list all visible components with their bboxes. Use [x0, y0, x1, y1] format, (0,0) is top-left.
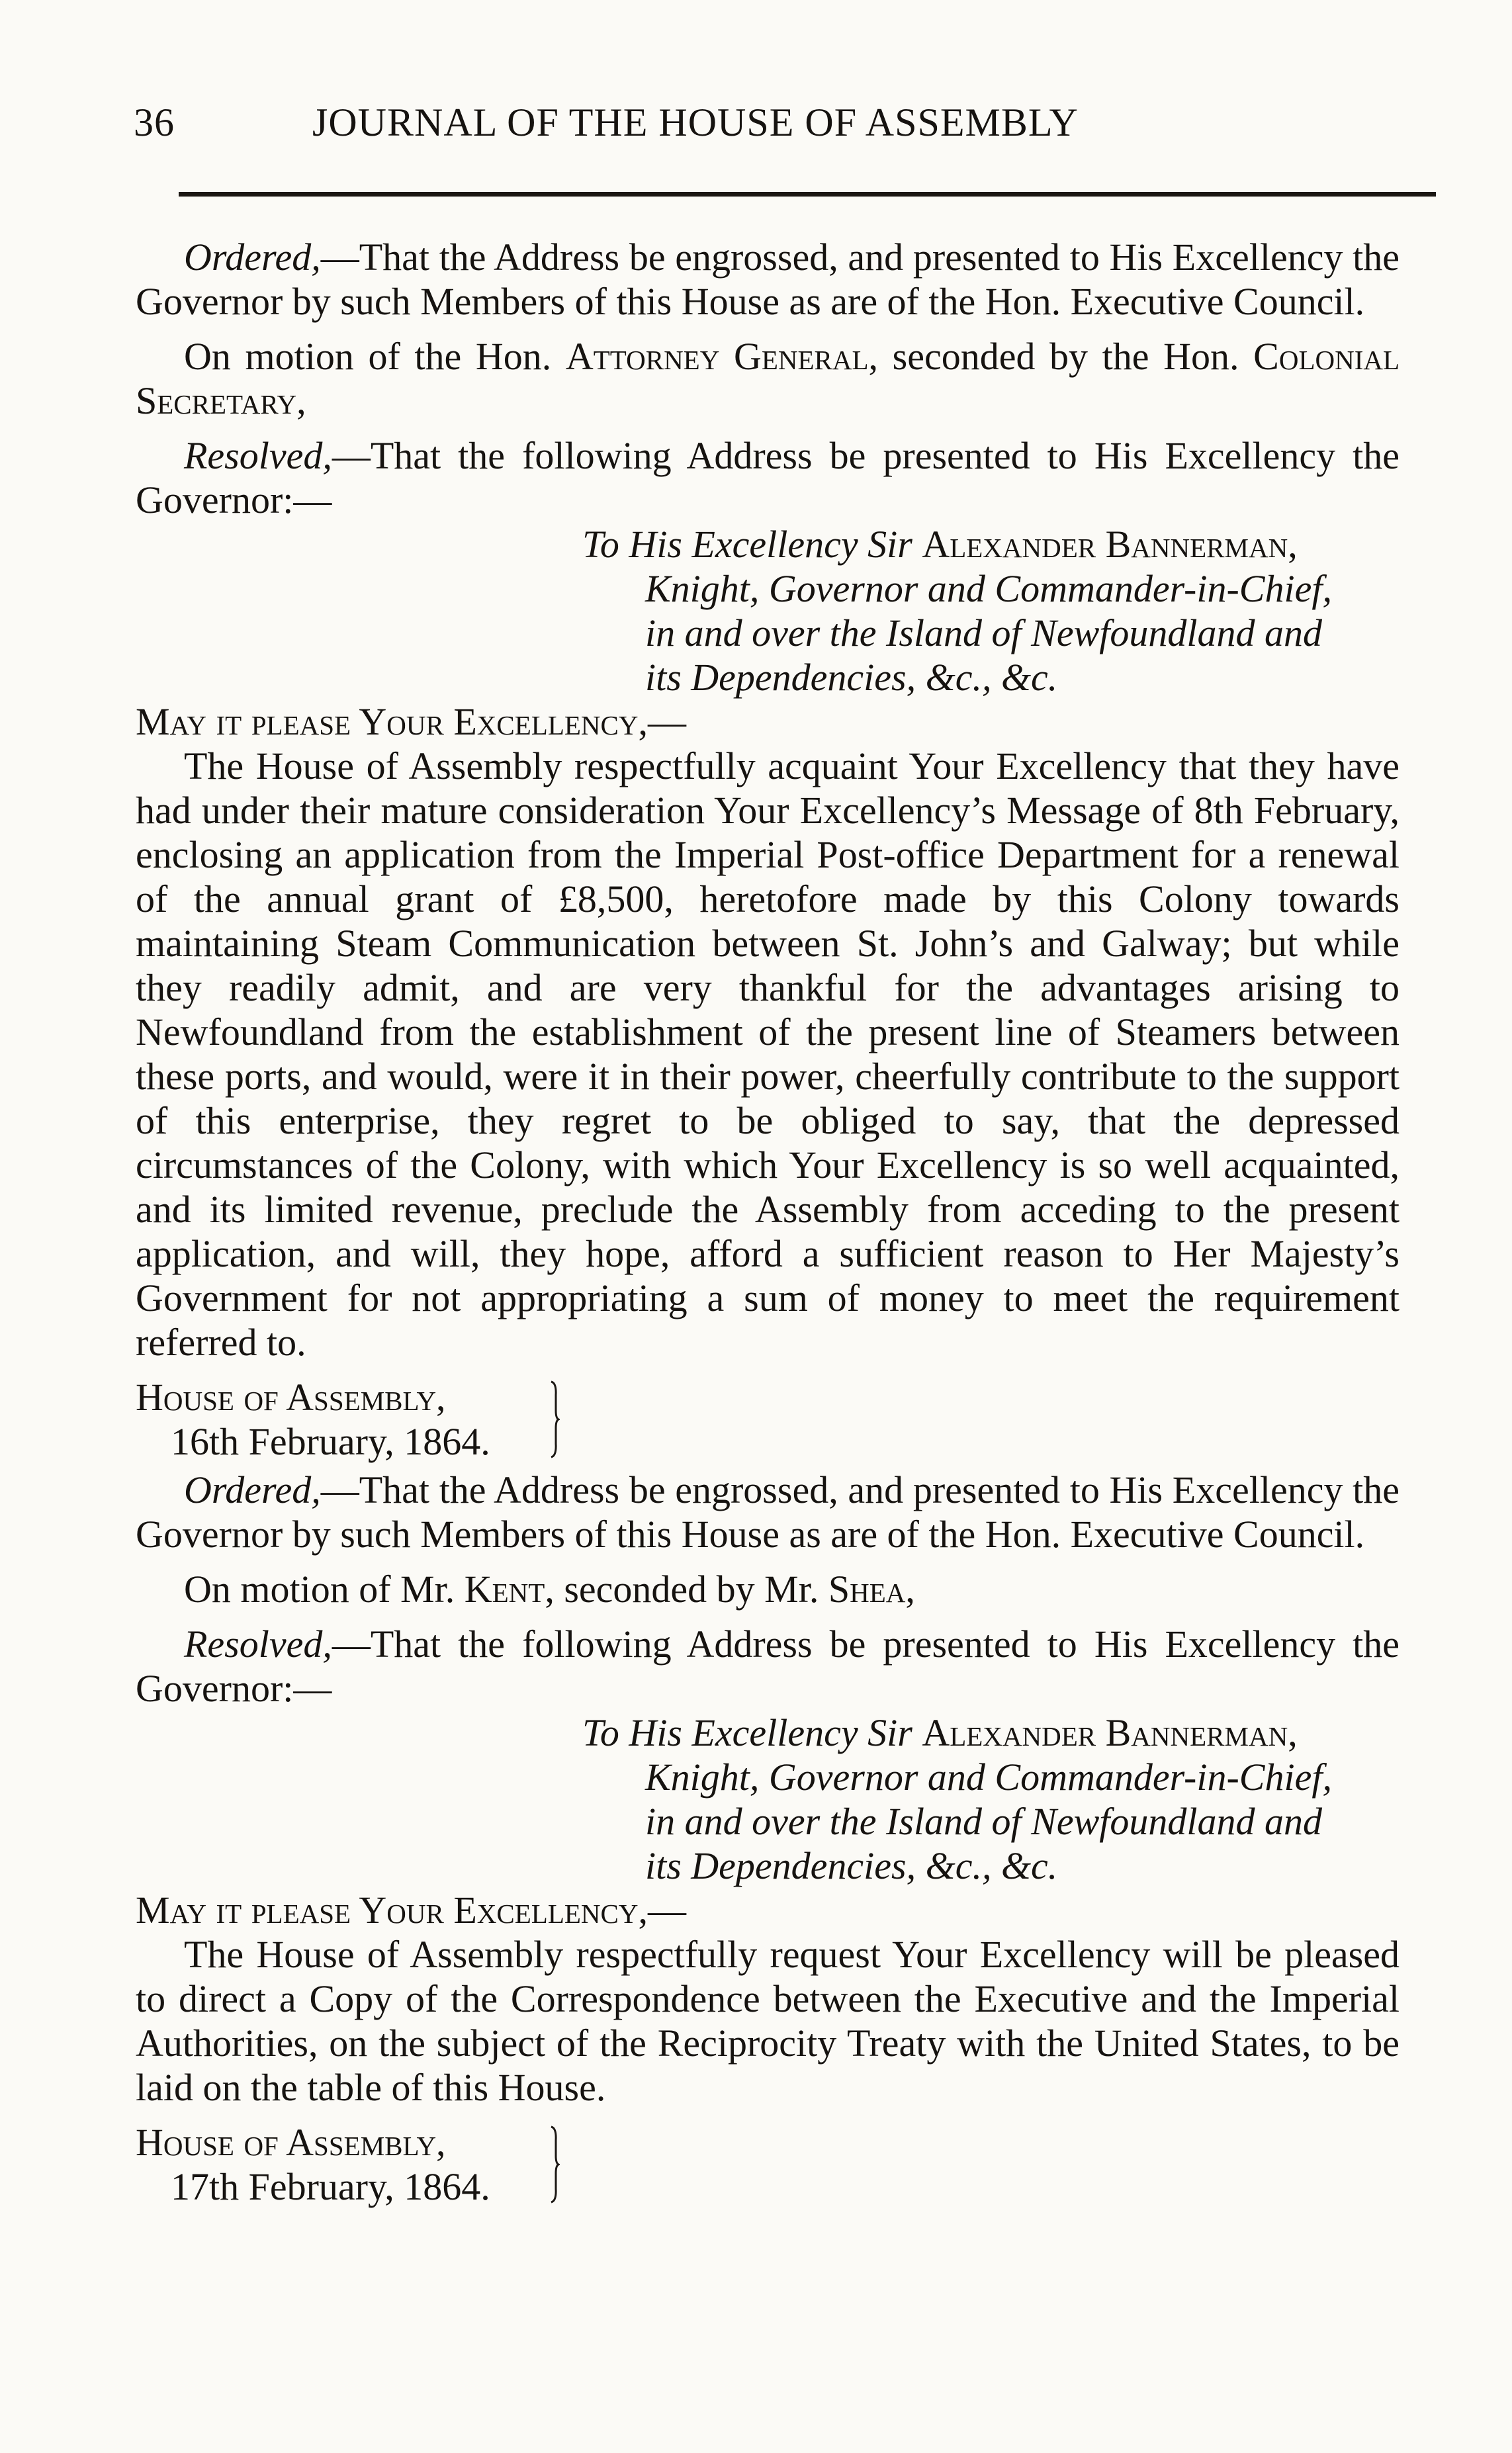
- resolved-label: Resolved,: [184, 434, 332, 477]
- header-rule: [179, 192, 1436, 197]
- mover-name: Attorney General: [565, 335, 869, 378]
- resolved-label: Resolved,: [184, 1623, 332, 1666]
- address-line-2: Knight, Governor and Commander-in-Chief,: [645, 1756, 1332, 1799]
- ordered-label: Ordered,: [184, 1468, 321, 1511]
- ordered-paragraph-2: [136, 1468, 1400, 1556]
- motion-prefix: On motion of the Hon.: [184, 335, 552, 378]
- ordered-text: —That the Address be engrossed, and presented to His Excellency the Governor by such Members of this House as are of the Hon. Executive Council.: [136, 1468, 1400, 1556]
- address-line-1: [582, 1711, 1400, 1755]
- date: 16th February, 1864.: [171, 1420, 490, 1463]
- address-line-3: in and over the Island of Newfoundland and: [645, 1800, 1322, 1843]
- address-to: To His Excellency Sir: [582, 523, 912, 566]
- page-body: [136, 235, 1400, 2213]
- running-title: JOURNAL OF THE HOUSE OF ASSEMBLY: [312, 101, 1079, 144]
- dateline-2: [136, 2120, 1400, 2209]
- address-to: To His Excellency Sir: [582, 1711, 912, 1754]
- date-place: House of Assembly,: [136, 1376, 446, 1419]
- brace-icon: [549, 1380, 560, 1458]
- resolved-paragraph-2: [136, 1622, 1400, 1711]
- address-line-4: its Dependencies, &c., &c.: [645, 1844, 1058, 1887]
- address-comma: ,: [1288, 1711, 1298, 1754]
- address-line-3: in and over the Island of Newfoundland and: [645, 611, 1322, 654]
- dateline-1: [136, 1375, 1400, 1464]
- page-number: 36: [134, 101, 175, 144]
- motion-end: ,: [296, 379, 306, 422]
- salutation-2: May it please Your Excellency,—: [136, 1889, 686, 1932]
- ordered-paragraph-1: [136, 235, 1400, 324]
- motion-mid: , seconded by Mr.: [545, 1568, 819, 1611]
- address-heading-2: [582, 1711, 1400, 1888]
- date: 17th February, 1864.: [171, 2165, 490, 2208]
- brace-icon: [549, 2125, 560, 2204]
- resolved-paragraph-1: [136, 433, 1400, 522]
- address-line-1: [582, 522, 1400, 566]
- address-body-1: The House of Assembly respectfully acquaint Your Excellency that they have had under their mature consideration Your Excellency’s Message of 8th February, enclosing an application from the Imperial Post-office Department for a renewal of the annual grant of £8,500, heretofore made by this Colony towards maintaining Steam Communication between St. John’s and Galway; but while they readily admit, and are very thankful for the advantages arising to Newfoundland from the establishment of the present line of Steamers between these ports, and would, were it in their power, cheerfully contribute to the support of this enterprise, they regret to be obliged to say, that the depressed circumstances of the Colony, with which Your Excellency is so well acquainted, and its limited revenue, preclude the Assembly from acceding to the present application, and will, they hope, afford a sufficient reason to Her Majesty’s Government for not appropriating a sum of money to meet the requirement referred to.: [136, 744, 1400, 1364]
- address-comma: ,: [1288, 523, 1298, 566]
- page-header: [134, 99, 1378, 146]
- motion-mid: , seconded by the Hon.: [868, 335, 1239, 378]
- resolved-text: —That the following Address be presented to His Excellency the Governor:—: [136, 1623, 1400, 1710]
- seconder-name: Shea: [828, 1568, 906, 1611]
- address-body-2: The House of Assembly respectfully request Your Excellency will be pleased to direct a Copy of the Correspondence between the Executive and the Imperial Authorities, on the subject of the Reciprocity Treaty with the United States, to be laid on the table of this House.: [136, 1933, 1400, 2109]
- resolved-text: —That the following Address be presented to His Excellency the Governor:—: [136, 434, 1400, 521]
- seconder-name: Colonial Secretary: [136, 335, 1400, 422]
- governor-name: Alexander Bannerman: [922, 1711, 1288, 1754]
- motion-end: ,: [905, 1568, 915, 1611]
- address-heading-1: [582, 522, 1400, 699]
- motion-paragraph-2: [136, 1567, 1400, 1611]
- governor-name: Alexander Bannerman: [922, 523, 1288, 566]
- address-line-4: its Dependencies, &c., &c.: [645, 656, 1058, 699]
- motion-paragraph-1: [136, 334, 1400, 423]
- date-place: House of Assembly,: [136, 2121, 446, 2164]
- address-line-2: Knight, Governor and Commander-in-Chief,: [645, 567, 1332, 610]
- ordered-text: —That the Address be engrossed, and presented to His Excellency the Governor by such Members of this House as are of the Hon. Executive Council.: [136, 236, 1400, 323]
- mover-name: Kent: [464, 1568, 545, 1611]
- motion-prefix: On motion of Mr.: [184, 1568, 455, 1611]
- salutation-1: May it please Your Excellency,—: [136, 700, 686, 743]
- ordered-label: Ordered,: [184, 236, 321, 279]
